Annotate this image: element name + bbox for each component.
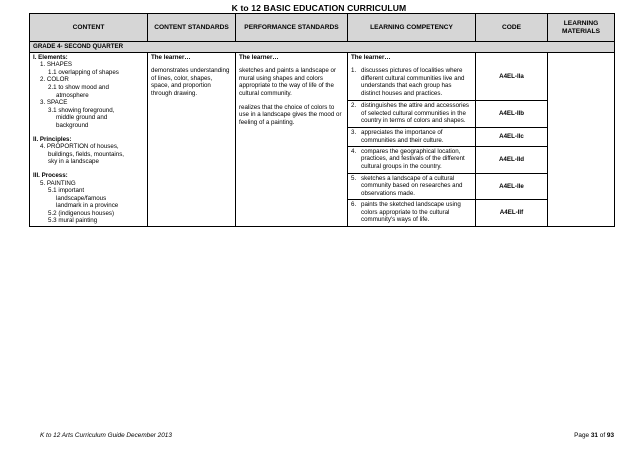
header-row	[30, 14, 615, 42]
content-item: 5. PAINTING	[40, 179, 76, 187]
code-cell: A4EL-IIb	[476, 101, 548, 128]
table-row	[30, 52, 615, 101]
code-cell: A4EL-IIe	[476, 173, 548, 200]
quarter-label: GRADE 4- SECOND QUARTER	[30, 42, 615, 53]
code-cell: A4EL-IIa	[476, 52, 548, 101]
competency-cell	[348, 173, 476, 200]
competency-cell	[348, 200, 476, 227]
learning-materials-cell	[548, 52, 615, 226]
page-title: K to 12 BASIC EDUCATION CURRICULUM	[231, 3, 407, 13]
competency-item: 3. appreciates the importance of communities and their culture.	[351, 129, 444, 144]
content-heading-principles: II. Principles:	[33, 135, 72, 143]
content-standards-lead: The learner…	[151, 53, 191, 61]
content-heading-elements: I. Elements:	[33, 53, 68, 61]
competency-cell	[348, 52, 476, 101]
curriculum-table	[29, 13, 615, 227]
header-learning-materials: LEARNING MATERIALS	[548, 14, 615, 42]
competency-cell	[348, 128, 476, 147]
competency-cell	[348, 101, 476, 128]
content-subitem: 1.1 overlapping of shapes	[48, 68, 119, 76]
code-cell: A4EL-IIf	[476, 200, 548, 227]
performance-standards-text: sketches and paints a landscape or mural using shapes and colors appropriate to the way of life of the cultural community.	[239, 67, 336, 97]
header-learning-competency: LEARNING COMPETENCY	[348, 14, 476, 42]
content-subitem-cont: landscape/famous	[56, 194, 107, 202]
content-subitem-cont: middle ground and	[56, 114, 108, 122]
content-item-cont: sky in a landscape	[48, 158, 99, 166]
content-subitem: 2.1 to show mood and	[48, 83, 109, 91]
content-subitem: 3.1 showing foreground,	[48, 106, 115, 114]
content-subitem-cont: atmosphere	[56, 91, 89, 99]
competency-item: 4. compares the geographical location, practices, and festivals of the different cultural groups in the country.	[351, 147, 465, 171]
content-item: 2. COLOR	[40, 76, 69, 84]
header-performance-standards: PERFORMANCE STANDARDS	[236, 14, 348, 42]
competency-item: 5. sketches a landscape of a cultural community based on researches and observations made.	[351, 174, 463, 197]
footer-page-number: Page 31 of 93	[574, 432, 614, 439]
content-subitem: 5.2 (indigenous houses)	[48, 209, 115, 217]
competency-lead: The learner…	[351, 53, 391, 61]
competency-item: 6. paints the sketched landscape using colors appropriate to the cultural community's ways of life.	[351, 201, 461, 224]
header-content-standards: CONTENT STANDARDS	[148, 14, 236, 42]
content-subitem: 5.3 mural painting	[48, 217, 98, 225]
code-cell: A4EL-IId	[476, 146, 548, 173]
content-subitem: 5.1 important	[48, 187, 85, 195]
performance-standards-cell	[236, 52, 348, 226]
quarter-row	[30, 42, 615, 53]
content-standards-cell	[148, 52, 236, 226]
footer-document-title: K to 12 Arts Curriculum Guide December 2013	[40, 432, 172, 439]
competency-cell	[348, 146, 476, 173]
competency-item: 2. distinguishes the attire and accessories of selected cultural communities in the country in terms of colors and shapes.	[351, 102, 469, 125]
content-item-cont: buildings, fields, mountains,	[48, 150, 125, 158]
content-cell	[30, 52, 148, 226]
content-standards-text: demonstrates understanding of lines, color, shapes, space, and proportion through drawing.	[151, 67, 230, 97]
competency-item: 1. discusses pictures of localities where different cultural communities live and understands that each group has distinct houses and practices.	[351, 67, 465, 97]
content-heading-process: III. Process:	[33, 171, 68, 179]
content-item: 4. PROPORTION of houses,	[40, 143, 119, 151]
content-subitem-cont: background	[56, 121, 89, 129]
content-item: 3. SPACE	[40, 99, 68, 107]
code-cell: A4EL-IIc	[476, 128, 548, 147]
header-content: CONTENT	[30, 14, 148, 42]
header-code: CODE	[476, 14, 548, 42]
performance-standards-lead: The learner…	[239, 53, 279, 61]
performance-standards-text: realizes that the choice of colors to use in a landscape gives the mood or feeling of a painting.	[239, 103, 342, 126]
content-item: 1. SHAPES	[40, 61, 72, 69]
content-subitem-cont: landmark in a province	[56, 202, 119, 210]
